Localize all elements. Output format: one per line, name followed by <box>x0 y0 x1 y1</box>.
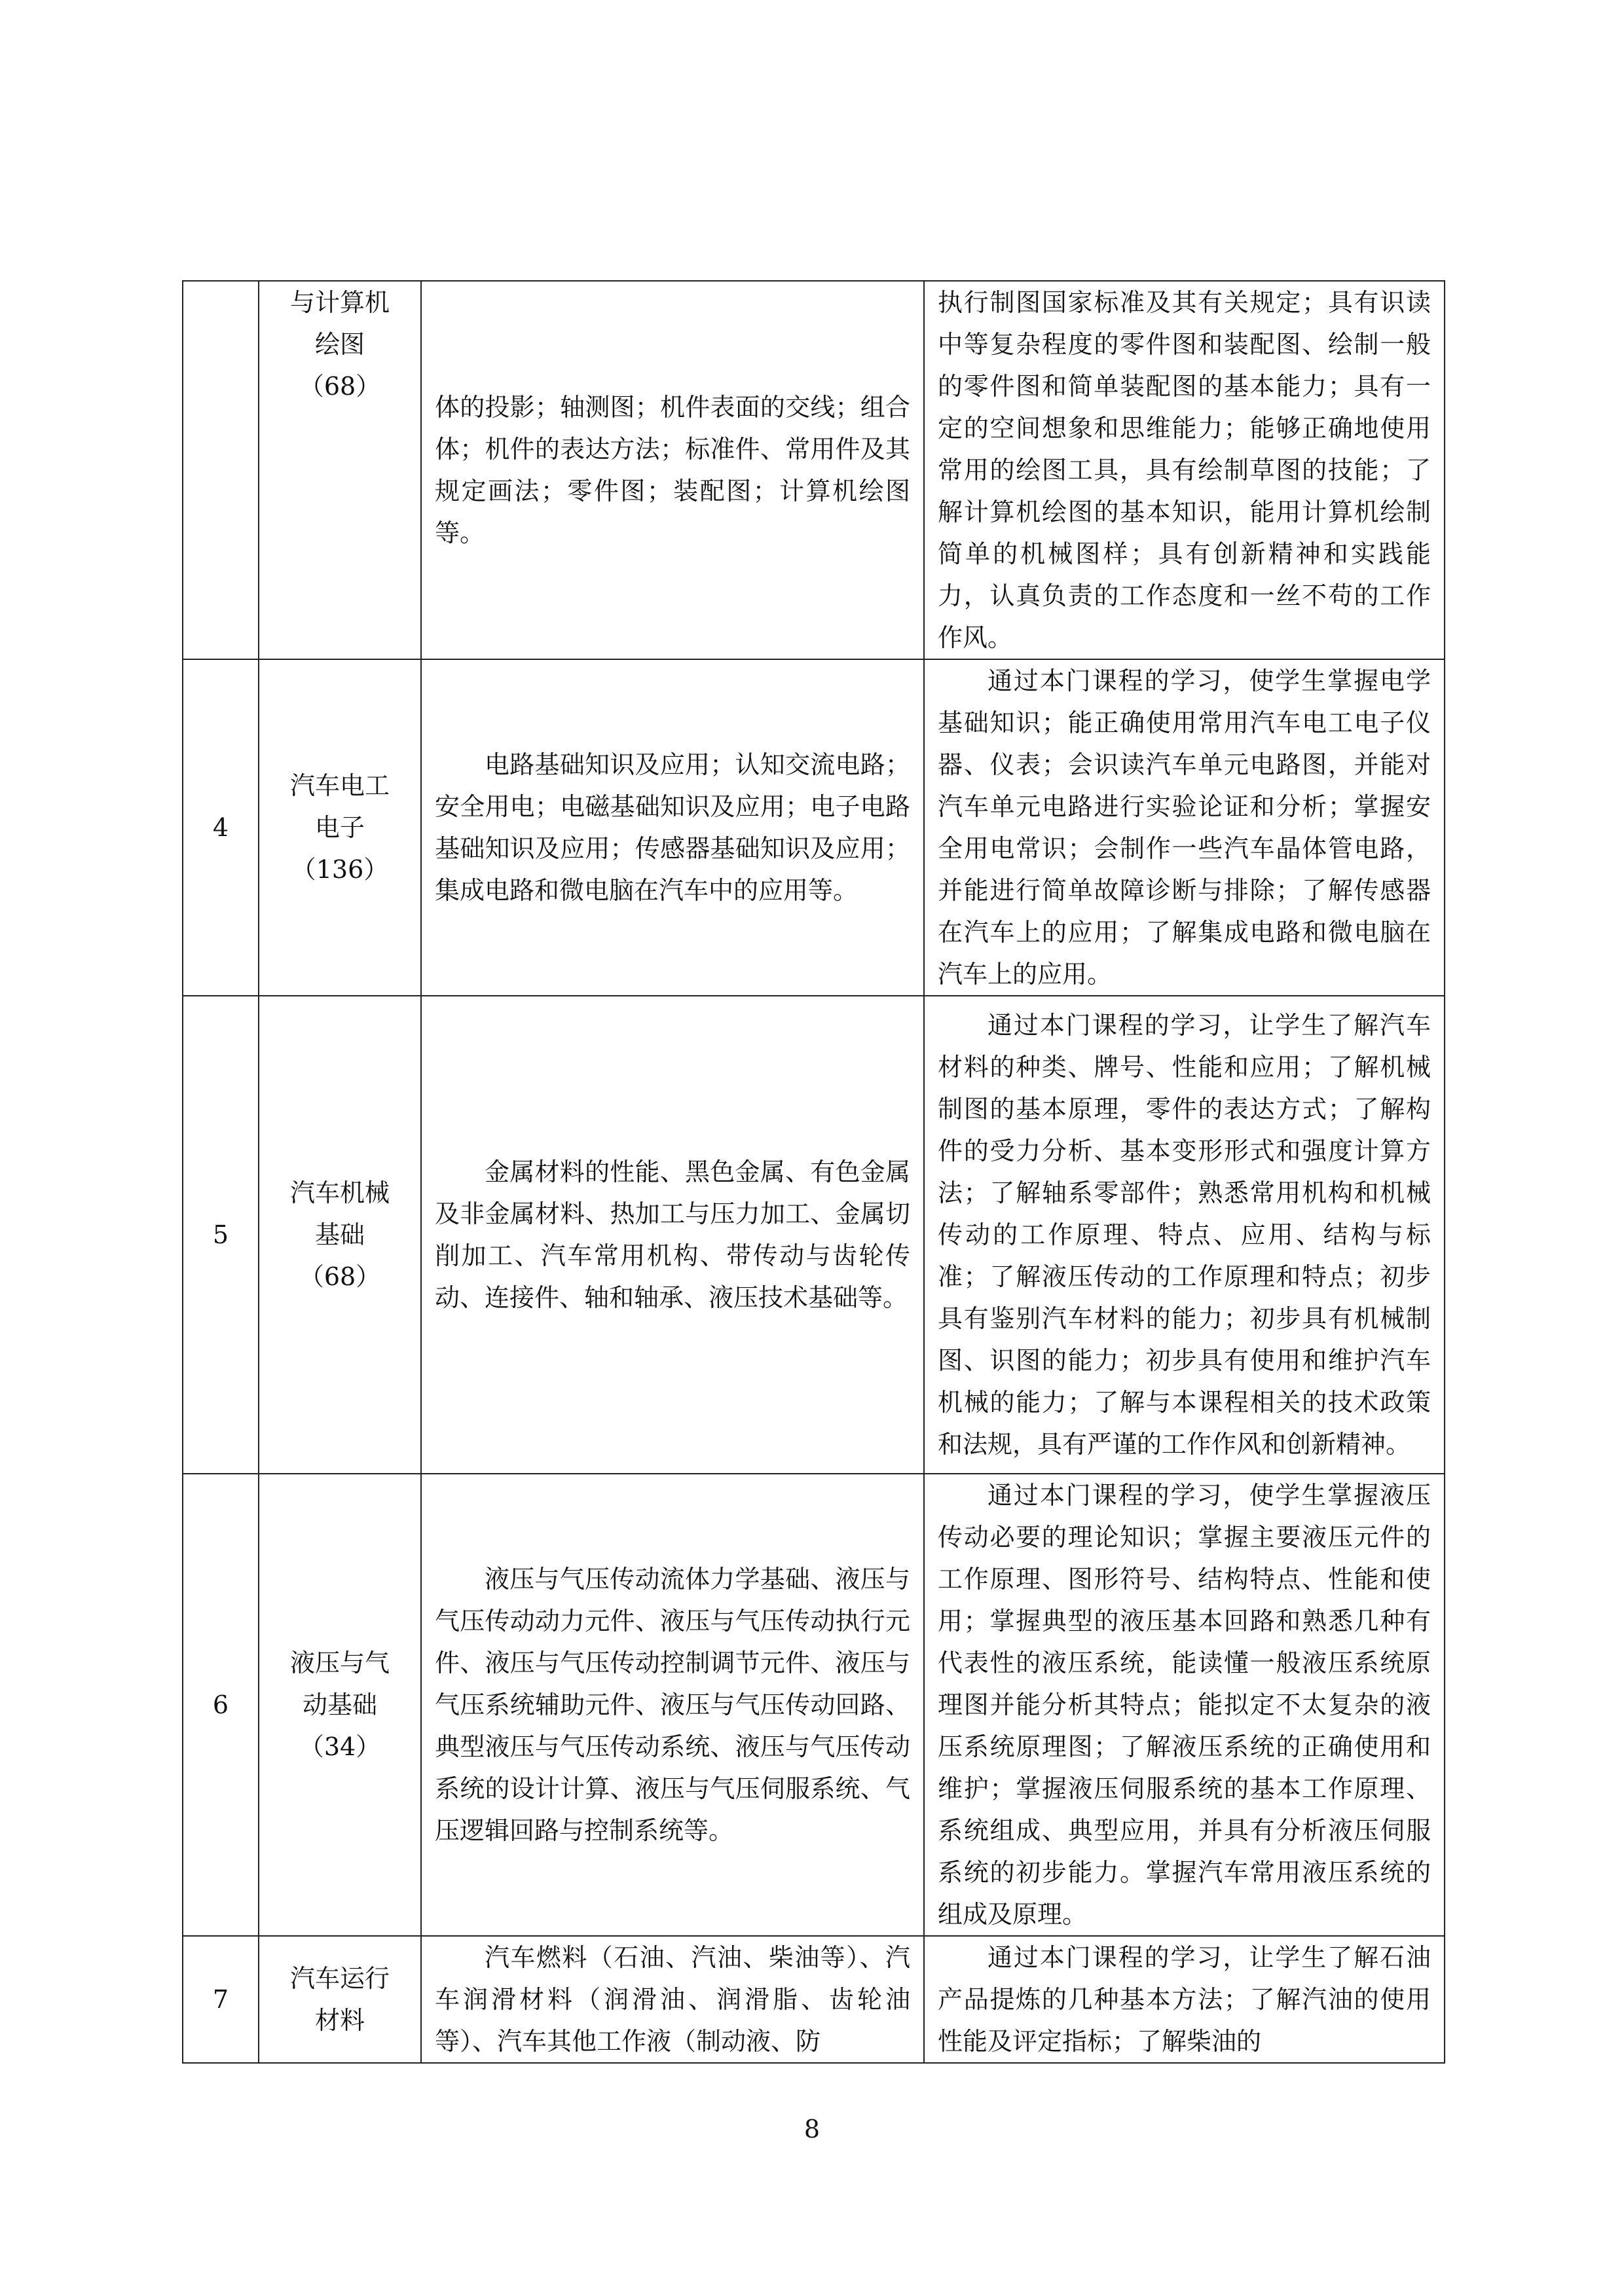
course-hours: （68） <box>299 1262 381 1291</box>
table-row <box>183 281 1445 659</box>
course-name-line: 基础 <box>314 1220 365 1249</box>
content-text: 汽车燃料（石油、汽油、柴油等）、汽车润滑材料（润滑油、润滑脂、齿轮油等）、汽车其他工作液（制动液、防 <box>435 1943 910 2056</box>
course-table <box>182 280 1445 2064</box>
course-name-line: 汽车电工 <box>289 771 390 800</box>
content-text: 金属材料的性能、黑色金属、有色金属及非金属材料、热加工与压力加工、金属切削加工、汽车常用机构、带传动与齿轮传动、连接件、轴和轴承、液压技术基础等。 <box>435 1157 910 1312</box>
goal-text: 通过本门课程的学习，使学生掌握电学基础知识；能正确使用常用汽车电工电子仪器、仪表；会识读汽车单元电路图，并能对汽车单元电路进行实验论证和分析；掌握安全用电常识；会制作一些汽车晶体管电路，并能进行简单故障诊断与排除；了解传感器在汽车上的应用；了解集成电路和微电脑在汽车上的应用。 <box>938 666 1431 989</box>
course-content <box>421 996 924 1474</box>
course-content <box>421 659 924 996</box>
row-number <box>183 281 259 659</box>
goal-text: 通过本门课程的学习，让学生了解石油产品提炼的几种基本方法；了解汽油的使用性能及评定指标；了解柴油的 <box>938 1943 1431 2056</box>
course-goal <box>924 281 1445 659</box>
table-row <box>183 1936 1445 2063</box>
course-name-line: 材料 <box>314 2006 365 2035</box>
table-row <box>183 659 1445 996</box>
page-number: 8 <box>803 2115 821 2143</box>
content-text: 液压与气压传动流体力学基础、液压与气压传动动力元件、液压与气压传动执行元件、液压与气压传动控制调节元件、液压与气压系统辅助元件、液压与气压传动回路、典型液压与气压传动系统、液压与气压传动系统的设计计算、液压与气压伺服系统、气压逻辑回路与控制系统等。 <box>435 1565 910 1845</box>
course-hours: （34） <box>299 1732 381 1761</box>
course-name-line: 电子 <box>314 813 365 842</box>
course-name <box>259 1936 421 2063</box>
table-row <box>183 996 1445 1474</box>
row-number: 4 <box>183 659 259 996</box>
course-name-line: 汽车机械 <box>289 1178 390 1207</box>
row-number: 7 <box>183 1936 259 2063</box>
course-goal <box>924 1936 1445 2063</box>
course-name-line: 绘图 <box>314 330 365 359</box>
row-number: 5 <box>183 996 259 1474</box>
course-hours: （68） <box>299 372 381 401</box>
course-name-line: 汽车运行 <box>289 1964 390 1993</box>
goal-text: 执行制图国家标准及其有关规定；具有识读中等复杂程度的零件图和装配图、绘制一般的零件图和简单装配图的基本能力；具有一定的空间想象和思维能力；能够正确地使用常用的绘图工具，具有绘制草图的技能；了解计算机绘图的基本知识，能用计算机绘制简单的机械图样；具有创新精神和实践能力，认真负责的工作态度和一丝不苟的工作作风。 <box>938 288 1431 652</box>
course-name <box>259 1474 421 1936</box>
goal-text: 通过本门课程的学习，使学生掌握液压传动必要的理论知识；掌握主要液压元件的工作原理、图形符号、结构特点、性能和使用；掌握典型的液压基本回路和熟悉几种有代表性的液压系统，能读懂一般液压系统原理图并能分析其特点；能拟定不太复杂的液压系统原理图；了解液压系统的正确使用和维护；掌握液压伺服系统的基本工作原理、系统组成、典型应用，并具有分析液压伺服系统的初步能力。掌握汽车常用液压系统的组成及原理。 <box>938 1481 1431 1929</box>
course-name <box>259 996 421 1474</box>
course-name-line: 与计算机 <box>289 288 390 317</box>
course-goal <box>924 996 1445 1474</box>
course-content <box>421 1936 924 2063</box>
row-number: 6 <box>183 1474 259 1936</box>
course-goal <box>924 659 1445 996</box>
course-hours: （136） <box>291 855 389 884</box>
course-name <box>259 281 421 659</box>
content-text: 电路基础知识及应用；认知交流电路；安全用电；电磁基础知识及应用；电子电路基础知识及应用；传感器基础知识及应用；集成电路和微电脑在汽车中的应用等。 <box>435 750 910 905</box>
goal-text: 通过本门课程的学习，让学生了解汽车材料的种类、牌号、性能和应用；了解机械制图的基本原理，零件的表达方式；了解构件的受力分析、基本变形形式和强度计算方法；了解轴系零部件；熟悉常用机构和机械传动的工作原理、特点、应用、结构与标准；了解液压传动的工作原理和特点；初步具有鉴别汽车材料的能力；初步具有机械制图、识图的能力；初步具有使用和维护汽车机械的能力；了解与本课程相关的技术政策和法规，具有严谨的工作作风和创新精神。 <box>938 1011 1431 1459</box>
content-text: 体的投影；轴测图；机件表面的交线；组合体；机件的表达方法；标准件、常用件及其规定画法；零件图；装配图；计算机绘图等。 <box>435 393 910 547</box>
course-name-line: 液压与气 <box>289 1649 390 1677</box>
course-name-line: 动基础 <box>302 1690 377 1719</box>
course-goal <box>924 1474 1445 1936</box>
course-content <box>421 281 924 659</box>
table-row <box>183 1474 1445 1936</box>
course-name <box>259 659 421 996</box>
course-content <box>421 1474 924 1936</box>
